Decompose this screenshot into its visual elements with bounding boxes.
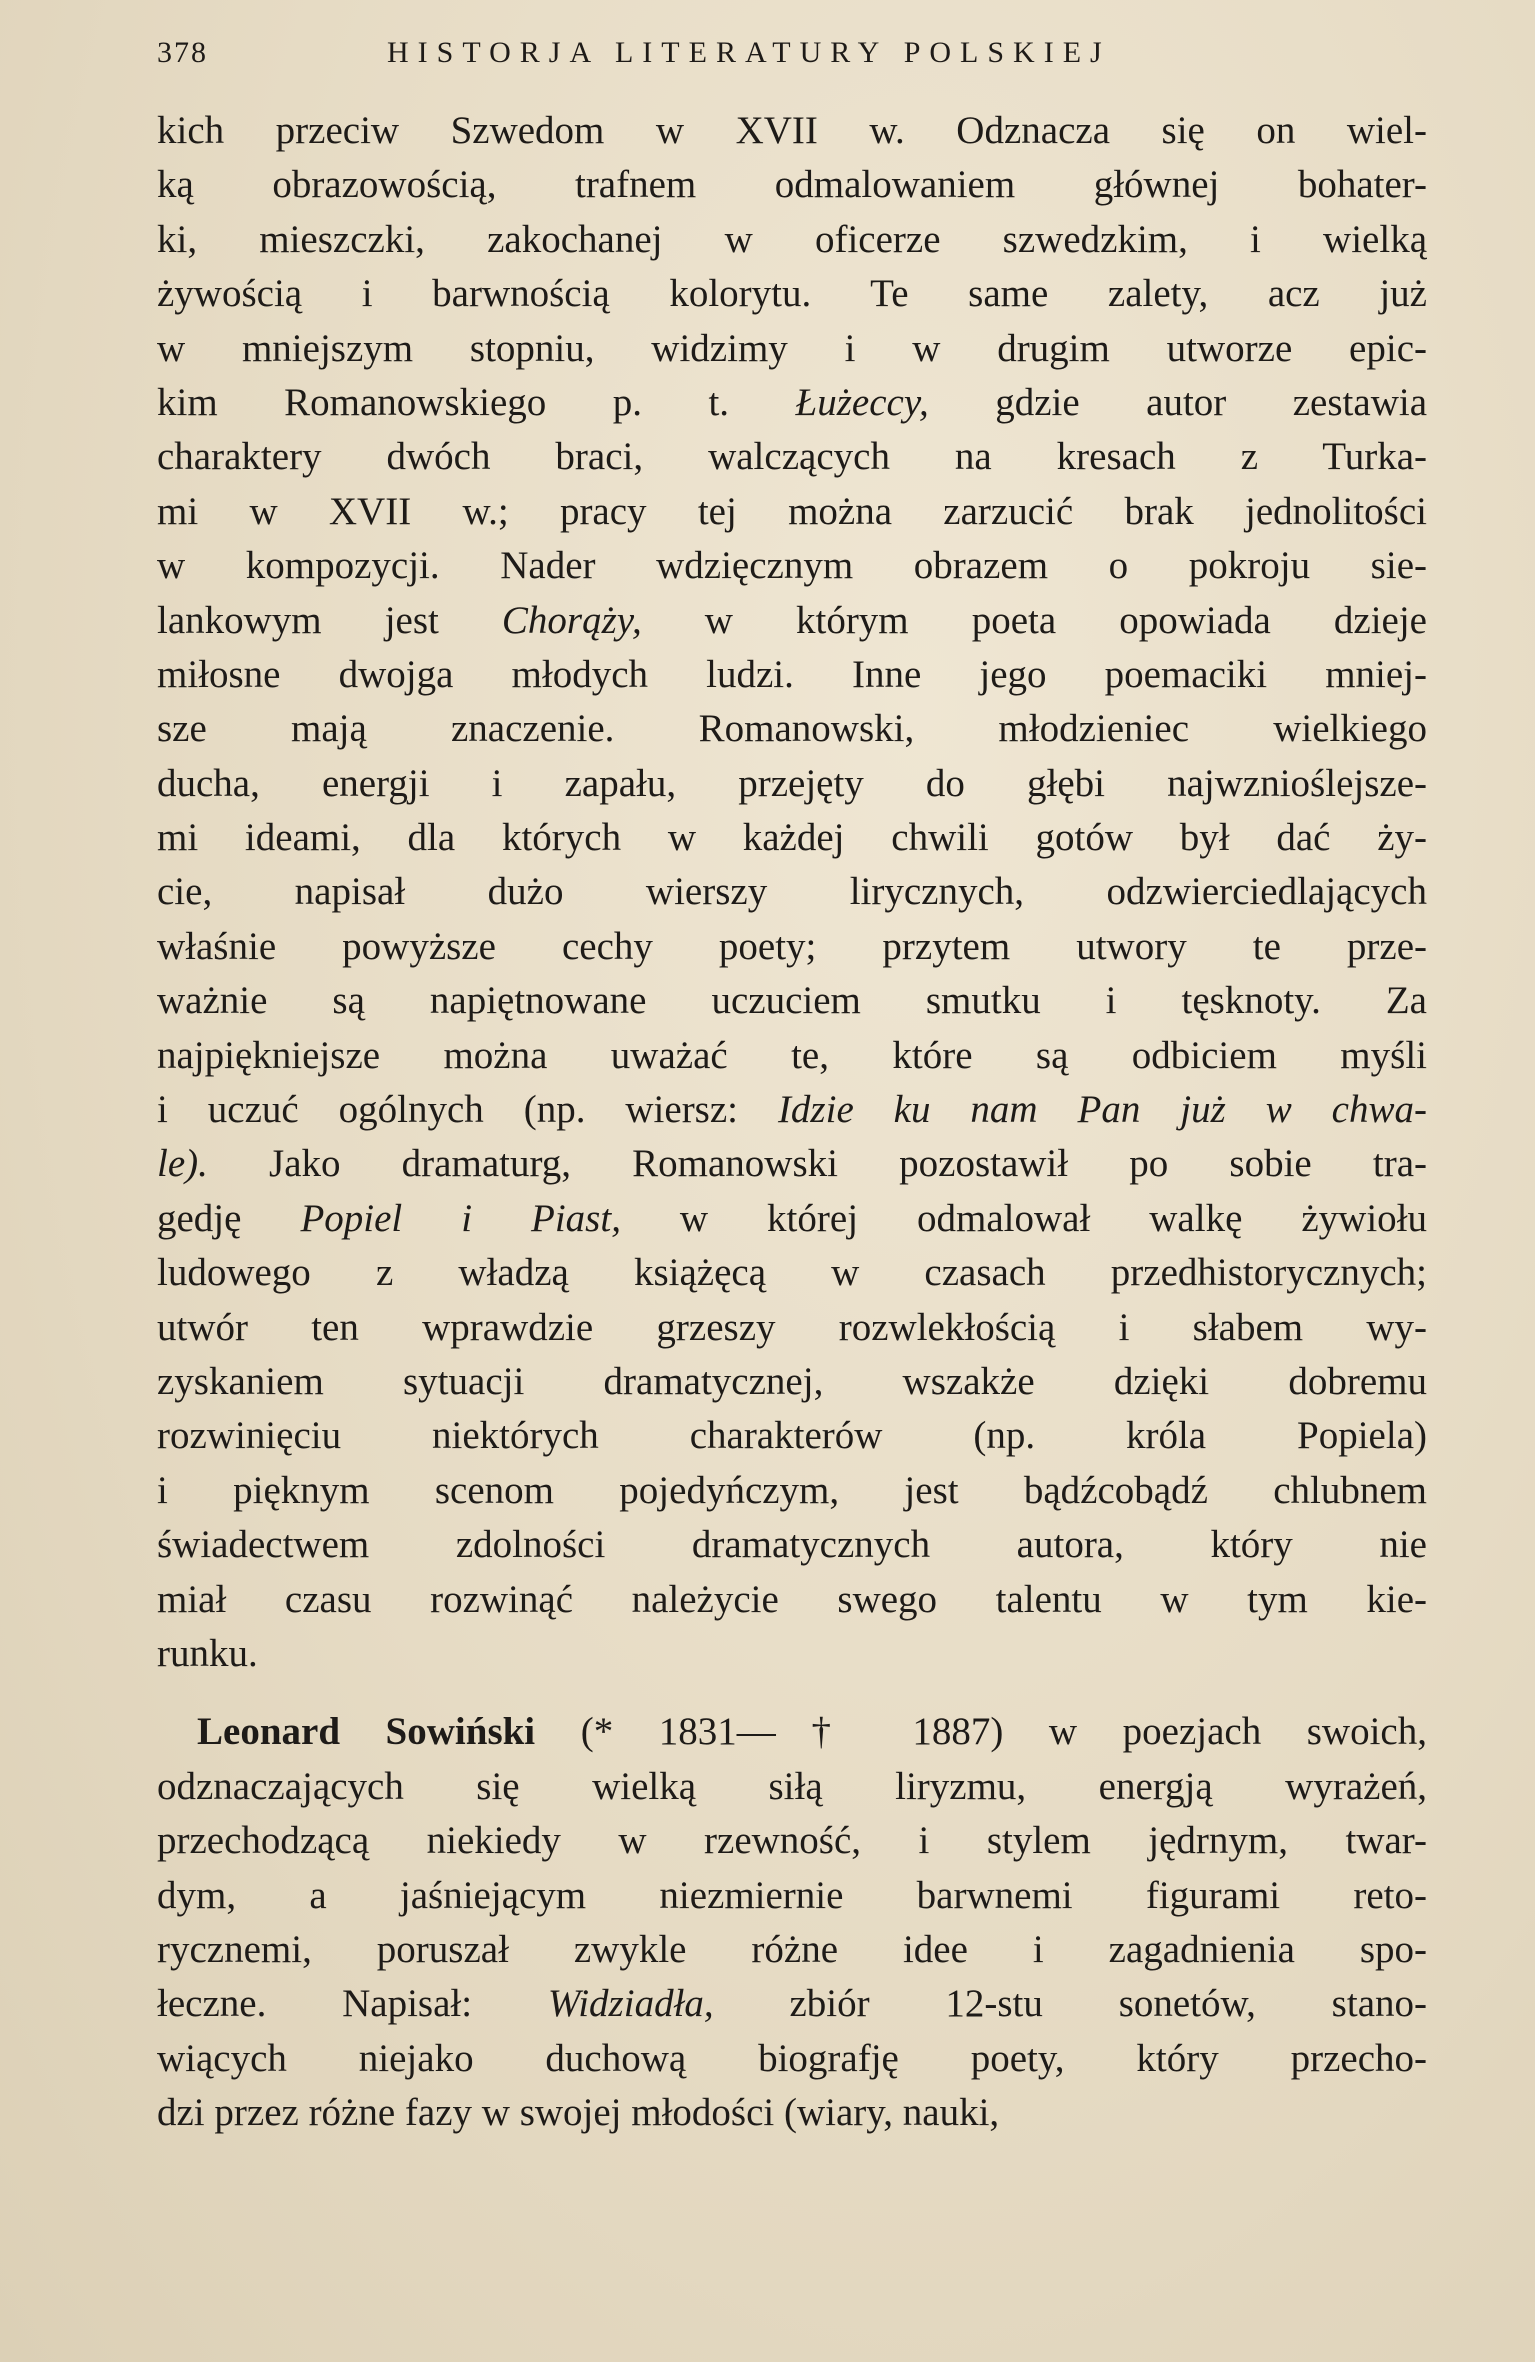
text-run: kim Romanowskiego p. t. <box>157 380 796 424</box>
text-run: runku. <box>157 1631 258 1675</box>
text-line <box>157 376 1427 430</box>
text-run: gdzie autor zestawia <box>928 380 1427 424</box>
text-run: przechodzącą niekiedy w rzewność, i stylem jędrnym, twar- <box>157 1819 1427 1863</box>
work-title: Widziadła, <box>547 1982 714 2026</box>
text-line <box>157 1246 1427 1300</box>
text-line <box>157 1409 1427 1463</box>
text-line <box>157 267 1427 321</box>
text-run: ludowego z władzą książęcą w czasach przedhistorycznych; <box>157 1251 1427 1295</box>
text-line <box>157 1705 1427 1759</box>
text-line <box>157 2086 1427 2140</box>
text-run: wiących niejako duchową biografję poety, który przecho- <box>157 2036 1427 2080</box>
text-line <box>157 757 1427 811</box>
text-run: świadectwem zdolności dramatycznych autora, który nie <box>157 1523 1427 1567</box>
text-line <box>157 485 1427 539</box>
work-title: Łużeccy, <box>795 380 929 424</box>
text-line <box>157 322 1427 376</box>
text-line <box>157 1518 1427 1572</box>
text-line <box>157 594 1427 648</box>
work-title: Popiel i Piast, <box>300 1196 621 1240</box>
text-run: gedję <box>157 1196 301 1240</box>
text-run: w którym poeta opowiada dzieje <box>641 598 1427 642</box>
running-title: HISTORJA LITERATURY POLSKIEJ <box>387 36 1111 69</box>
text-line <box>157 1137 1427 1191</box>
page-header <box>157 36 1427 76</box>
text-line <box>157 1192 1427 1246</box>
text-run: utwór ten wprawdzie grzeszy rozwlekłością i słabem wy- <box>157 1305 1427 1349</box>
text-line <box>157 865 1427 919</box>
paragraph-romanowski <box>157 104 1427 1681</box>
author-name: Leonard Sowiński <box>197 1710 536 1754</box>
text-run: ki, mieszczki, zakochanej w oficerze szwedzkim, i wielką <box>157 217 1427 261</box>
text-run: kich przeciw Szwedom w XVII w. Odznacza się on wiel- <box>157 109 1427 152</box>
text-run: miał czasu rozwinąć należycie swego talentu w tym kie- <box>157 1577 1427 1621</box>
text-run: ką obrazowością, trafnem odmalowaniem głównej bohater- <box>157 163 1427 207</box>
text-run: ważnie są napiętnowane uczuciem smutku i tęsknoty. Za <box>157 979 1427 1023</box>
text-run: żywością i barwnością kolorytu. Te same zalety, acz już <box>157 272 1427 316</box>
text-line <box>157 1355 1427 1409</box>
text-run: zbiór 12-stu sonetów, stano- <box>713 1982 1427 2026</box>
page-number: 378 <box>157 36 208 69</box>
text-line <box>157 1923 1427 1977</box>
text-run: cie, napisał dużo wierszy lirycznych, odzwierciedlających <box>157 870 1427 914</box>
work-title: le). <box>157 1142 208 1186</box>
text-run: Jako dramaturg, Romanowski pozostawił po sobie tra- <box>207 1142 1427 1186</box>
body-text <box>157 104 1427 2140</box>
text-run: rozwinięciu niektórych charakterów (np. króla Popiela) <box>157 1414 1427 1458</box>
text-run: miłosne dwojga młodych ludzi. Inne jego poemaciki mniej- <box>157 652 1427 696</box>
text-line <box>157 158 1427 212</box>
text-line <box>157 1869 1427 1923</box>
text-line <box>157 1814 1427 1868</box>
text-run: najpiękniejsze można uważać te, które są odbiciem myśli <box>157 1033 1427 1077</box>
text-run: w której odmalował walkę żywiołu <box>620 1196 1427 1240</box>
text-run: lankowym jest <box>157 598 502 642</box>
text-run: mi w XVII w.; pracy tej można zarzucić brak jednolitości <box>157 489 1427 533</box>
text-line <box>157 920 1427 974</box>
text-run: (* 1831—† 1887) w poezjach swoich, <box>535 1710 1427 1754</box>
text-line <box>157 430 1427 484</box>
text-run: odznaczających się wielką siłą liryzmu, energją wyrażeń, <box>157 1764 1427 1808</box>
text-line <box>157 648 1427 702</box>
text-line <box>157 811 1427 865</box>
paragraph-gap <box>157 1681 1427 1705</box>
text-run: charaktery dwóch braci, walczących na kresach z Turka- <box>157 435 1427 479</box>
text-run: łeczne. Napisał: <box>157 1982 548 2026</box>
text-run: w mniejszym stopniu, widzimy i w drugim utworze epic- <box>157 326 1427 370</box>
text-line <box>157 1760 1427 1814</box>
text-run: sze mają znaczenie. Romanowski, młodzieniec wielkiego <box>157 707 1427 751</box>
text-run: właśnie powyższe cechy poety; przytem utwory te prze- <box>157 924 1427 968</box>
text-line <box>157 2032 1427 2086</box>
text-line <box>157 1029 1427 1083</box>
text-run: i pięknym scenom pojedyńczym, jest bądźcobądź chlubnem <box>157 1468 1427 1512</box>
text-line <box>157 213 1427 267</box>
text-line <box>157 1464 1427 1518</box>
text-run: w kompozycji. Nader wdzięcznym obrazem o pokroju sie- <box>157 544 1427 588</box>
work-title: Chorąży, <box>501 598 642 642</box>
text-line <box>157 1301 1427 1355</box>
text-line <box>157 539 1427 593</box>
paragraph-sowinski <box>157 1705 1427 2140</box>
text-run: ducha, energji i zapału, przejęty do głębi najwznioślejsze- <box>157 761 1427 805</box>
text-run: dzi przez różne fazy w swojej młodości (wiary, nauki, <box>157 2091 1000 2135</box>
text-line <box>157 974 1427 1028</box>
text-run: rycznemi, poruszał zwykle różne idee i zagadnienia spo- <box>157 1927 1427 1971</box>
text-run: mi ideami, dla których w każdej chwili gotów był dać ży- <box>157 816 1427 860</box>
text-line <box>157 104 1427 158</box>
text-run: dym, a jaśniejącym niezmiernie barwnemi figurami reto- <box>157 1873 1427 1917</box>
text-line <box>157 1627 1427 1681</box>
text-line <box>157 702 1427 756</box>
work-title: Idzie ku nam Pan już w chwa- <box>777 1088 1427 1132</box>
text-line <box>157 1573 1427 1627</box>
text-line <box>157 1083 1427 1137</box>
text-run: zyskaniem sytuacji dramatycznej, wszakże dzięki dobremu <box>157 1359 1427 1403</box>
text-line <box>157 1977 1427 2031</box>
text-run: i uczuć ogólnych (np. wiersz: <box>157 1088 778 1132</box>
